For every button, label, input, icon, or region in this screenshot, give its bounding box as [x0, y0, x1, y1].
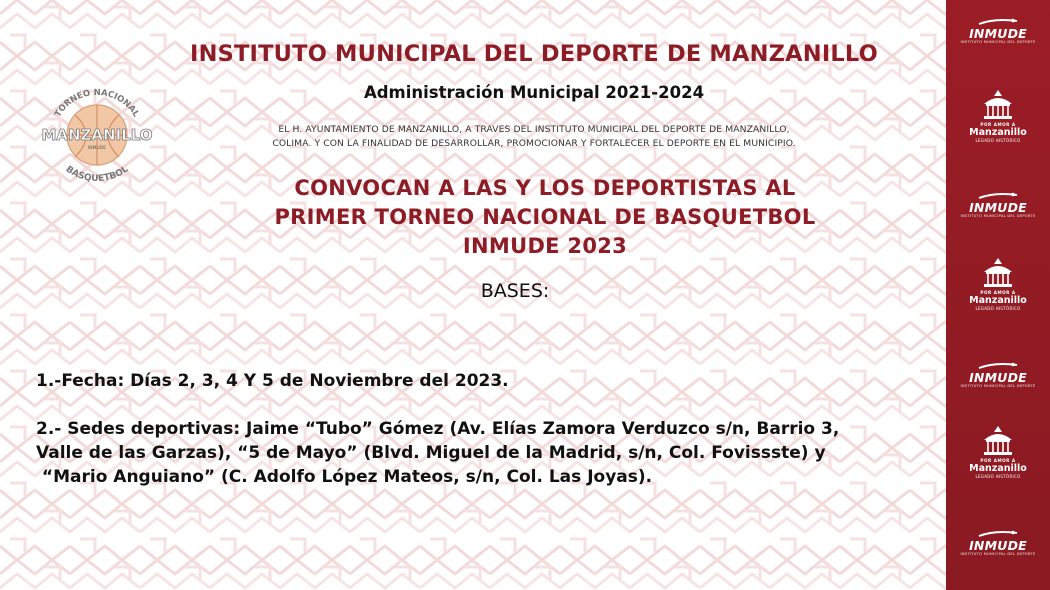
torneo-emblem	[27, 83, 167, 188]
kiosk-icon	[978, 256, 1018, 290]
convocatoria-line-2: PRIMER TORNEO NACIONAL DE BASQUETBOL	[274, 205, 816, 229]
institute-title: INSTITUTO MUNICIPAL DEL DEPORTE DE MANZANILLO	[190, 41, 878, 67]
kiosk-icon	[978, 88, 1018, 122]
manzanillo-title: Manzanillo	[969, 463, 1027, 474]
bases-label: BASES:	[480, 280, 550, 302]
inmude-logo	[946, 18, 1050, 45]
emblem-sub: INMUDE	[87, 146, 107, 151]
runner-swoosh-icon	[975, 530, 1021, 538]
manzanillo-logo	[946, 256, 1050, 311]
inmude-logo-text: INMUDE	[969, 538, 1027, 553]
runner-swoosh-icon	[975, 18, 1021, 26]
intro-line-1: EL H. AYUNTAMIENTO DE MANZANILLO, A TRAVES DEL INSTITUTO MUNICIPAL DEL DEPORTE DE MANZANILLO,	[278, 124, 790, 135]
inmude-logo-text: INMUDE	[969, 370, 1027, 385]
manzanillo-top: POR AMOR A	[980, 122, 1016, 127]
manzanillo-small: LEGADO HISTÓRICO	[975, 474, 1021, 479]
kiosk-icon	[978, 424, 1018, 458]
brand-sidebar	[946, 0, 1050, 590]
manzanillo-title: Manzanillo	[969, 127, 1027, 138]
convocatoria-line-3: INMUDE 2023	[462, 234, 628, 258]
intro-paragraph	[200, 123, 868, 151]
inmude-logo-text: INMUDE	[969, 26, 1027, 41]
svg-text:BASQUETBOL	[64, 164, 131, 184]
inmude-logo-subtitle: INSTITUTO MUNICIPAL DEL DEPORTE	[960, 214, 1036, 218]
manzanillo-top: POR AMOR A	[980, 290, 1016, 295]
sedes-item	[36, 417, 946, 489]
intro-line-2: COLIMA. Y CON LA FINALIDAD DE DESARROLLAR, PROMOCIONAR Y FORTALECER EL DEPORTE EN EL MUNICIPIO.	[272, 138, 796, 149]
runner-swoosh-icon	[975, 362, 1021, 370]
emblem-center: MANZANILLO	[41, 126, 153, 144]
inmude-logo-text: INMUDE	[969, 200, 1027, 215]
convocatoria-heading	[180, 174, 910, 261]
runner-swoosh-icon	[975, 192, 1021, 200]
manzanillo-small: LEGADO HISTÓRICO	[975, 306, 1021, 311]
administration-label: Administración Municipal 2021-2024	[363, 83, 705, 102]
manzanillo-logo	[946, 424, 1050, 479]
sedes-line-3: “Mario Anguiano” (C. Adolfo López Mateos, s/n, Col. Las Joyas).	[36, 467, 653, 487]
manzanillo-top: POR AMOR A	[980, 458, 1016, 463]
manzanillo-logo	[946, 88, 1050, 143]
inmude-logo	[946, 362, 1050, 389]
manzanillo-small: LEGADO HISTÓRICO	[975, 138, 1021, 143]
emblem-top-arc: TORNEO NACIONAL	[53, 87, 141, 119]
inmude-logo-subtitle: INSTITUTO MUNICIPAL DEL DEPORTE	[960, 384, 1036, 388]
convocatoria-line-1: CONVOCAN A LAS Y LOS DEPORTISTAS AL	[294, 176, 796, 200]
emblem-bottom-arc: BASQUETBOL	[63, 164, 131, 185]
inmude-logo	[946, 192, 1050, 219]
sedes-line-2: Valle de las Garzas), “5 de Mayo” (Blvd. Miguel de la Madrid, s/n, Col. Fovissste) y	[36, 443, 826, 463]
inmude-logo	[946, 530, 1050, 557]
inmude-logo-subtitle: INSTITUTO MUNICIPAL DEL DEPORTE	[960, 552, 1036, 556]
fecha-item: 1.-Fecha: Días 2, 3, 4 Y 5 de Noviembre del 2023.	[36, 371, 509, 391]
manzanillo-title: Manzanillo	[969, 295, 1027, 306]
inmude-logo-subtitle: INSTITUTO MUNICIPAL DEL DEPORTE	[960, 40, 1036, 44]
sedes-line-1: 2.- Sedes deportivas: Jaime “Tubo” Gómez (Av. Elías Zamora Verduzco s/n, Barrio 3,	[36, 419, 840, 439]
